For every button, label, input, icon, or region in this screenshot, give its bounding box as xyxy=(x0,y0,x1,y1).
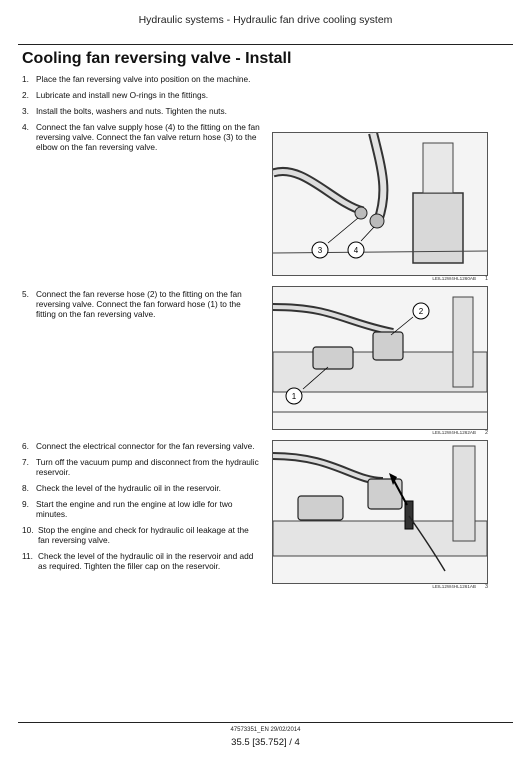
list-item: 6. Connect the electrical connector for the fan reversing valve. xyxy=(22,441,255,451)
figure-2-drawing xyxy=(273,287,487,429)
figure-2-illustration xyxy=(272,286,488,430)
figure-1-illustration xyxy=(272,132,488,276)
steps-group-3 xyxy=(22,441,262,577)
list-item: 8. Check the level of the hydraulic oil in the reservoir. xyxy=(22,483,221,493)
callout-3-label: 3 xyxy=(317,246,323,255)
figure-2-index: 2 xyxy=(484,430,488,436)
steps-group-1 xyxy=(22,74,262,158)
figure-3-illustration xyxy=(272,440,488,584)
list-item: 4. Connect the fan valve supply hose (4) to the fitting on the fan reversing valve. Connect the fan valve return hose (3) to the elbow on the fan reversing valve. xyxy=(22,122,260,152)
callout-2-label: 2 xyxy=(418,307,424,316)
list-item: 11. Check the level of the hydraulic oil in the reservoir and add as required. Tighten the filler cap on the reservoir. xyxy=(22,551,254,571)
figure-1-drawing xyxy=(273,133,487,275)
footer-page-number: 35.5 [35.752] / 4 xyxy=(231,737,300,748)
running-header: Hydraulic systems - Hydraulic fan drive cooling system xyxy=(138,14,393,26)
figure-3-index: 3 xyxy=(484,584,488,590)
footer-rule xyxy=(18,722,513,723)
footer-doc-id: 47573351_EN 29/02/2014 xyxy=(230,727,301,733)
figure-3-drawing xyxy=(273,441,487,583)
list-item: 2. Lubricate and install new O-rings in the fittings. xyxy=(22,90,209,100)
figure-1-ref: LEIL12W4HL1260AB xyxy=(432,276,476,281)
callout-4-label: 4 xyxy=(353,246,359,255)
list-item: 5. Connect the fan reverse hose (2) to the fitting on the fan reversing valve. Connect the fan forward hose (1) to the fitting on the fan reversing valve. xyxy=(22,289,242,319)
steps-group-2 xyxy=(22,289,262,325)
header-rule xyxy=(18,44,513,45)
list-item: 10. Stop the engine and check for hydraulic oil leakage at the fan reversing valve. xyxy=(22,525,249,545)
list-item: 3. Install the bolts, washers and nuts. Tighten the nuts. xyxy=(22,106,227,116)
figure-2-ref: LEIL12W4HL1262AB xyxy=(432,430,476,435)
list-item: 1. Place the fan reversing valve into position on the machine. xyxy=(22,74,251,84)
section-title: Cooling fan reversing valve - Install xyxy=(22,50,292,67)
figure-3-ref: LEIL12W4HL1261AB xyxy=(432,584,476,589)
list-item: 9. Start the engine and run the engine at low idle for two minutes. xyxy=(22,499,233,519)
callout-1-label: 1 xyxy=(291,392,297,401)
list-item: 7. Turn off the vacuum pump and disconnect from the hydraulic reservoir. xyxy=(22,457,259,477)
figure-1-index: 1 xyxy=(484,276,488,282)
